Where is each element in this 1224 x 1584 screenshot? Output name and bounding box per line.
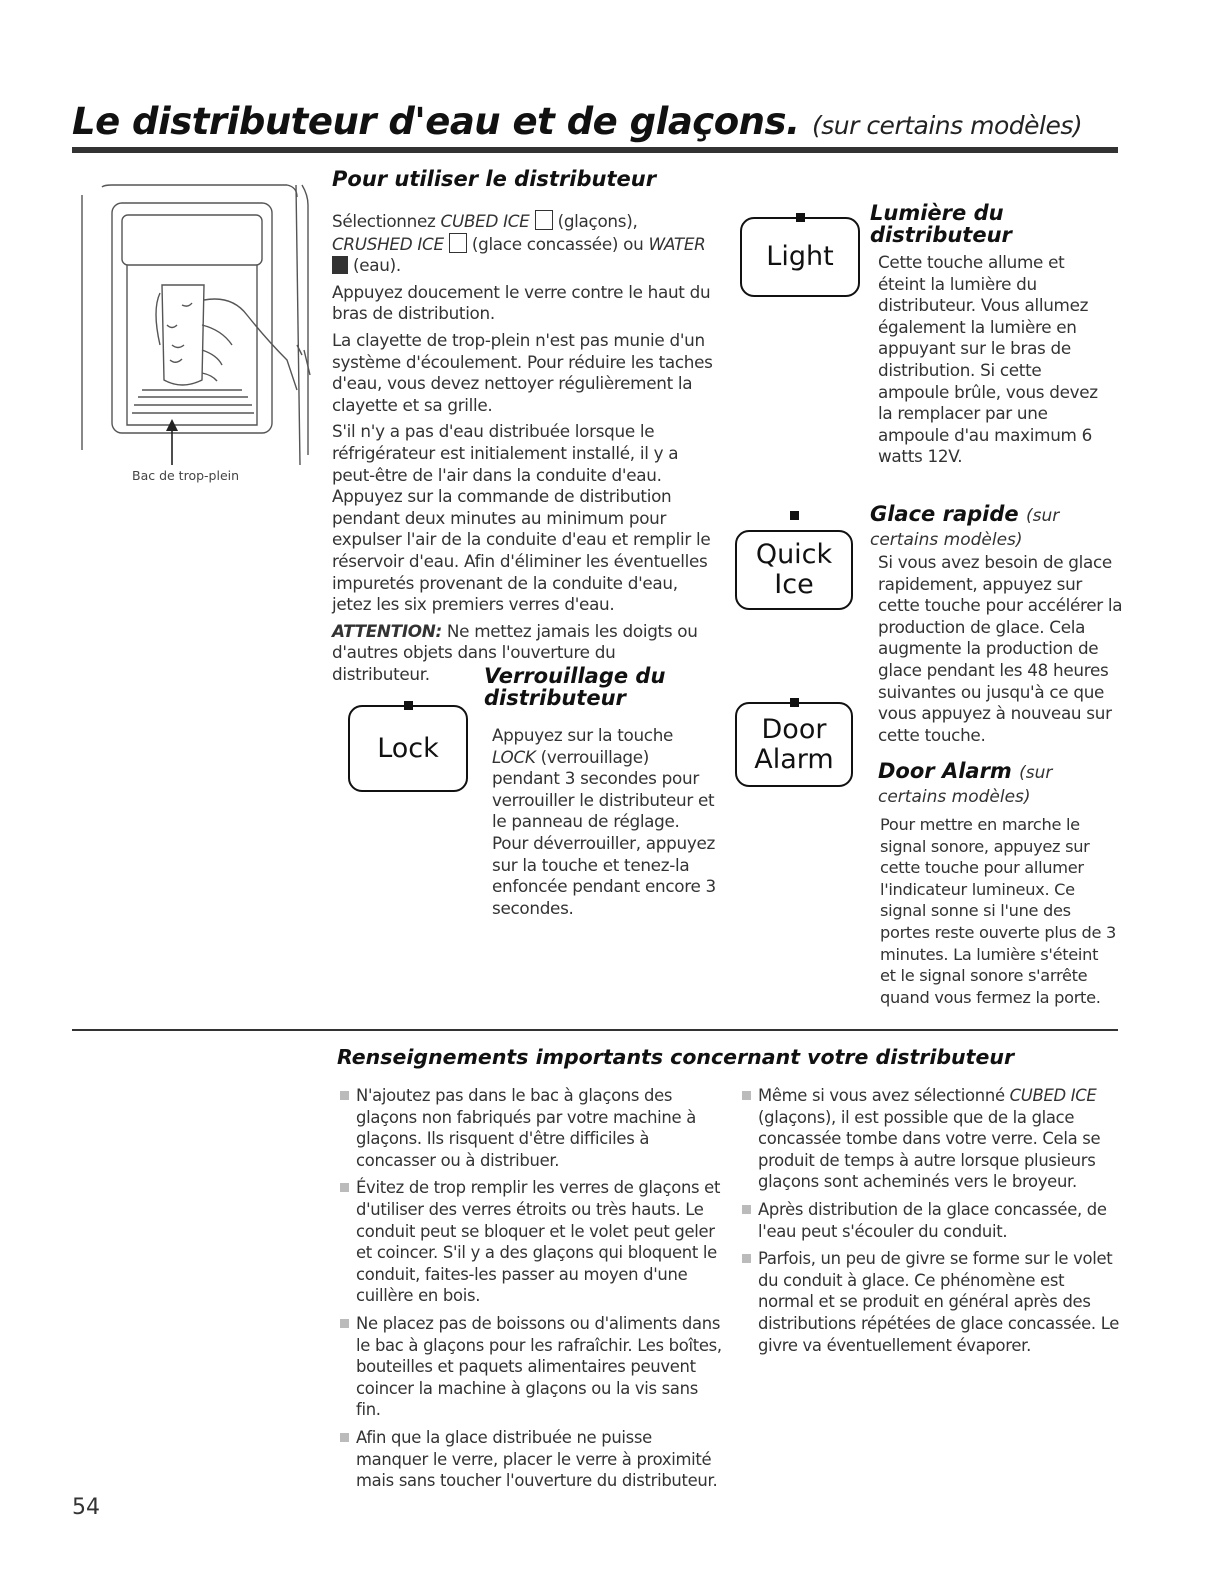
important-left-list — [338, 1085, 723, 1498]
page-number: 54 — [72, 1495, 100, 1520]
cubed-ice-label: CUBED ICE — [440, 211, 530, 231]
light-button-label: Light — [766, 241, 834, 272]
use-body — [332, 210, 717, 690]
door-alarm-heading — [878, 760, 1118, 808]
quick-ice-line2: Ice — [774, 569, 814, 600]
quick-ice-text: Si vous avez besoin de glace rapidement, appuyez sur cette touche pour accélérer la production de glace. Cela augmente la production de glace pendant les 48 heures suivantes ou jusqu'à ce que vous appuyez à nouveau sur cette touche. — [878, 552, 1123, 745]
list-item-text-b: (glaçons), il est possible que de la glace concassée tombe dans votre verre. Cela se produit de temps à autre lorsque plusieurs glaçons sont acheminés vers le broyeur. — [758, 1107, 1101, 1192]
list-item-text: Après distribution de la glace concassée, de l'eau peut s'écouler du conduit. — [758, 1199, 1107, 1241]
list-item — [338, 1313, 723, 1421]
light-body — [878, 252, 1108, 473]
use-p1-c: (glace concassée) ou — [466, 233, 649, 254]
page-title — [72, 100, 1082, 143]
bullet-icon — [742, 1091, 751, 1100]
list-item-text: Ne placez pas de boissons ou d'aliments dans le bac à glaçons pour les rafraîchir. Les boîtes, bouteilles et paquets alimentaires peuvent coincer la machine à glaçons ou la vis sans fin. — [356, 1313, 722, 1420]
lock-button-label: Lock — [377, 732, 439, 764]
list-item-text: Évitez de trop remplir les verres de glaçons et d'utiliser des verres étroits ou très hauts. Le conduit peut se bloquer et le volet peut geler et coincer. S'il y a des glaçons qui bloquent le conduit, faites-les passer au moyen d'une cuillère en bois. — [356, 1178, 721, 1306]
list-item-text: Parfois, un peu de givre se forme sur le volet du conduit à glace. Ce phénomène est normal et se produit en général après des distributions répétées de glace concassée. Le givre va éventuellement évaporer. — [758, 1249, 1120, 1355]
dispenser-illustration-icon — [72, 175, 312, 475]
use-p1-a: Sélectionnez — [332, 211, 441, 231]
list-item-text: Afin que la glace distribuée ne puisse manquer le verre, placer le verre à proximité mais sans toucher l'ouverture du distributeur. — [356, 1427, 718, 1491]
quick-ice-line1: Quick — [755, 539, 833, 570]
door-alarm-body — [880, 814, 1116, 1013]
light-indicator — [796, 213, 805, 222]
dispenser-illustration — [72, 175, 312, 495]
list-item — [338, 1427, 723, 1492]
list-item-text-a: Même si vous avez sélectionné — [758, 1086, 1010, 1105]
water-label: WATER — [648, 233, 706, 254]
lock-text — [492, 725, 717, 919]
important-right-list — [740, 1085, 1120, 1362]
quick-ice-heading-note: (sur certains modèles) — [870, 506, 1060, 550]
use-p2: Appuyez doucement le verre contre le haut du bras de distribution. — [332, 281, 711, 324]
quick-ice-heading-text: Glace rapide — [870, 502, 1019, 526]
important-heading: Renseignements importants concernant votre distributeur — [337, 1045, 1015, 1069]
door-alarm-line2: Alarm — [754, 743, 834, 775]
lock-indicator — [404, 701, 413, 710]
door-alarm-heading-note: (sur certains modèles) — [878, 763, 1053, 807]
use-p4: S'il n'y a pas d'eau distribuée lorsque le réfrigérateur est initialement installé, il y a peut-être de l'air dans la conduite d'eau. Appuyez sur la commande de distribution pendant deux minutes au minimum pour expulser l'air de la conduite d'eau et remplir le réservoir d'eau. Afin d'éliminer les éventuelles impuretés provenant de la conduite d'eau, jetez les six premiers verres d'eau. — [332, 421, 711, 615]
lock-body — [492, 725, 717, 924]
quick-ice-button[interactable] — [735, 530, 853, 610]
use-p1 — [332, 210, 717, 277]
door-alarm-text: Pour mettre en marche le signal sonore, appuyez sur cette touche pour allumer l'indicateur lumineux. Ce signal sonne si l'une des portes reste ouverte plus de 3 minutes. La lumière s'éteint et le signal sonore s'arrête quand vous fermez la porte. — [880, 815, 1116, 1007]
list-item — [740, 1085, 1120, 1193]
bullet-icon — [742, 1205, 751, 1214]
bullet-icon — [340, 1433, 349, 1442]
use-p1-d: (eau). — [348, 255, 401, 276]
bullet-icon — [340, 1319, 349, 1328]
use-heading: Pour utiliser le distributeur — [332, 167, 657, 191]
light-heading: Lumière du distributeur — [870, 201, 1012, 247]
quick-ice-heading — [870, 503, 1120, 551]
bullet-icon — [742, 1254, 751, 1263]
list-item — [338, 1177, 723, 1307]
list-item — [338, 1085, 723, 1171]
lock-text-b: (verrouillage) pendant 3 secondes pour verrouiller le distributeur et le panneau de réglage. Pour déverrouiller, appuyez sur la touche et tenez-la enfoncée pendant encore 3 secondes. — [492, 746, 716, 918]
quick-ice-indicator — [790, 511, 799, 520]
lock-text-a: Appuyez sur la touche — [492, 725, 674, 745]
use-p1-b: (glaçons), — [552, 211, 638, 231]
list-item — [740, 1199, 1120, 1242]
attention-text: Ne mettez jamais les doigts ou d'autres objets dans l'ouverture du distributeur. — [332, 620, 698, 684]
lock-heading: Verrouillage du distributeur — [484, 664, 666, 710]
door-alarm-heading-text: Door Alarm — [878, 759, 1012, 783]
lock-button[interactable] — [348, 705, 468, 792]
crushed-ice-icon — [449, 233, 467, 253]
bullet-icon — [340, 1091, 349, 1100]
list-item-text: N'ajoutez pas dans le bac à glaçons des glaçons non fabriqués par votre machine à glaçons. Ils risquent d'être difficiles à concasser ou à distribuer. — [356, 1086, 696, 1170]
list-item-cubed: CUBED ICE — [1009, 1086, 1097, 1105]
cubed-ice-icon — [535, 210, 553, 230]
lock-text-lock: LOCK — [492, 746, 536, 767]
page-subtitle: (sur certains modèles) — [811, 111, 1083, 140]
list-item — [740, 1248, 1120, 1356]
attention-label: ATTENTION: — [332, 620, 442, 641]
use-p3: La clayette de trop-plein n'est pas munie d'un système d'écoulement. Pour réduire les taches d'eau, vous devez nettoyer régulièrement la clayette et sa grille. — [332, 329, 713, 415]
door-alarm-indicator — [790, 698, 799, 707]
quick-ice-body — [878, 552, 1123, 751]
light-text: Cette touche allume et éteint la lumière du distributeur. Vous allumez également la lumière en appuyant sur le bras de distribution. Si cette ampoule brûle, vous devez la remplacer par une ampoule d'au maximum 6 watts 12V. — [878, 252, 1098, 467]
section-rule — [72, 1029, 1118, 1031]
page-title-text: Le distributeur d'eau et de glaçons. — [72, 100, 800, 143]
header-rule — [72, 147, 1118, 153]
light-button[interactable] — [740, 217, 860, 297]
door-alarm-line1: Door — [761, 713, 827, 745]
water-icon — [332, 256, 348, 274]
door-alarm-button[interactable] — [735, 702, 853, 787]
bullet-icon — [340, 1183, 349, 1192]
crushed-ice-label: CRUSHED ICE — [332, 233, 444, 254]
illustration-caption: Bac de trop-plein — [132, 468, 240, 483]
